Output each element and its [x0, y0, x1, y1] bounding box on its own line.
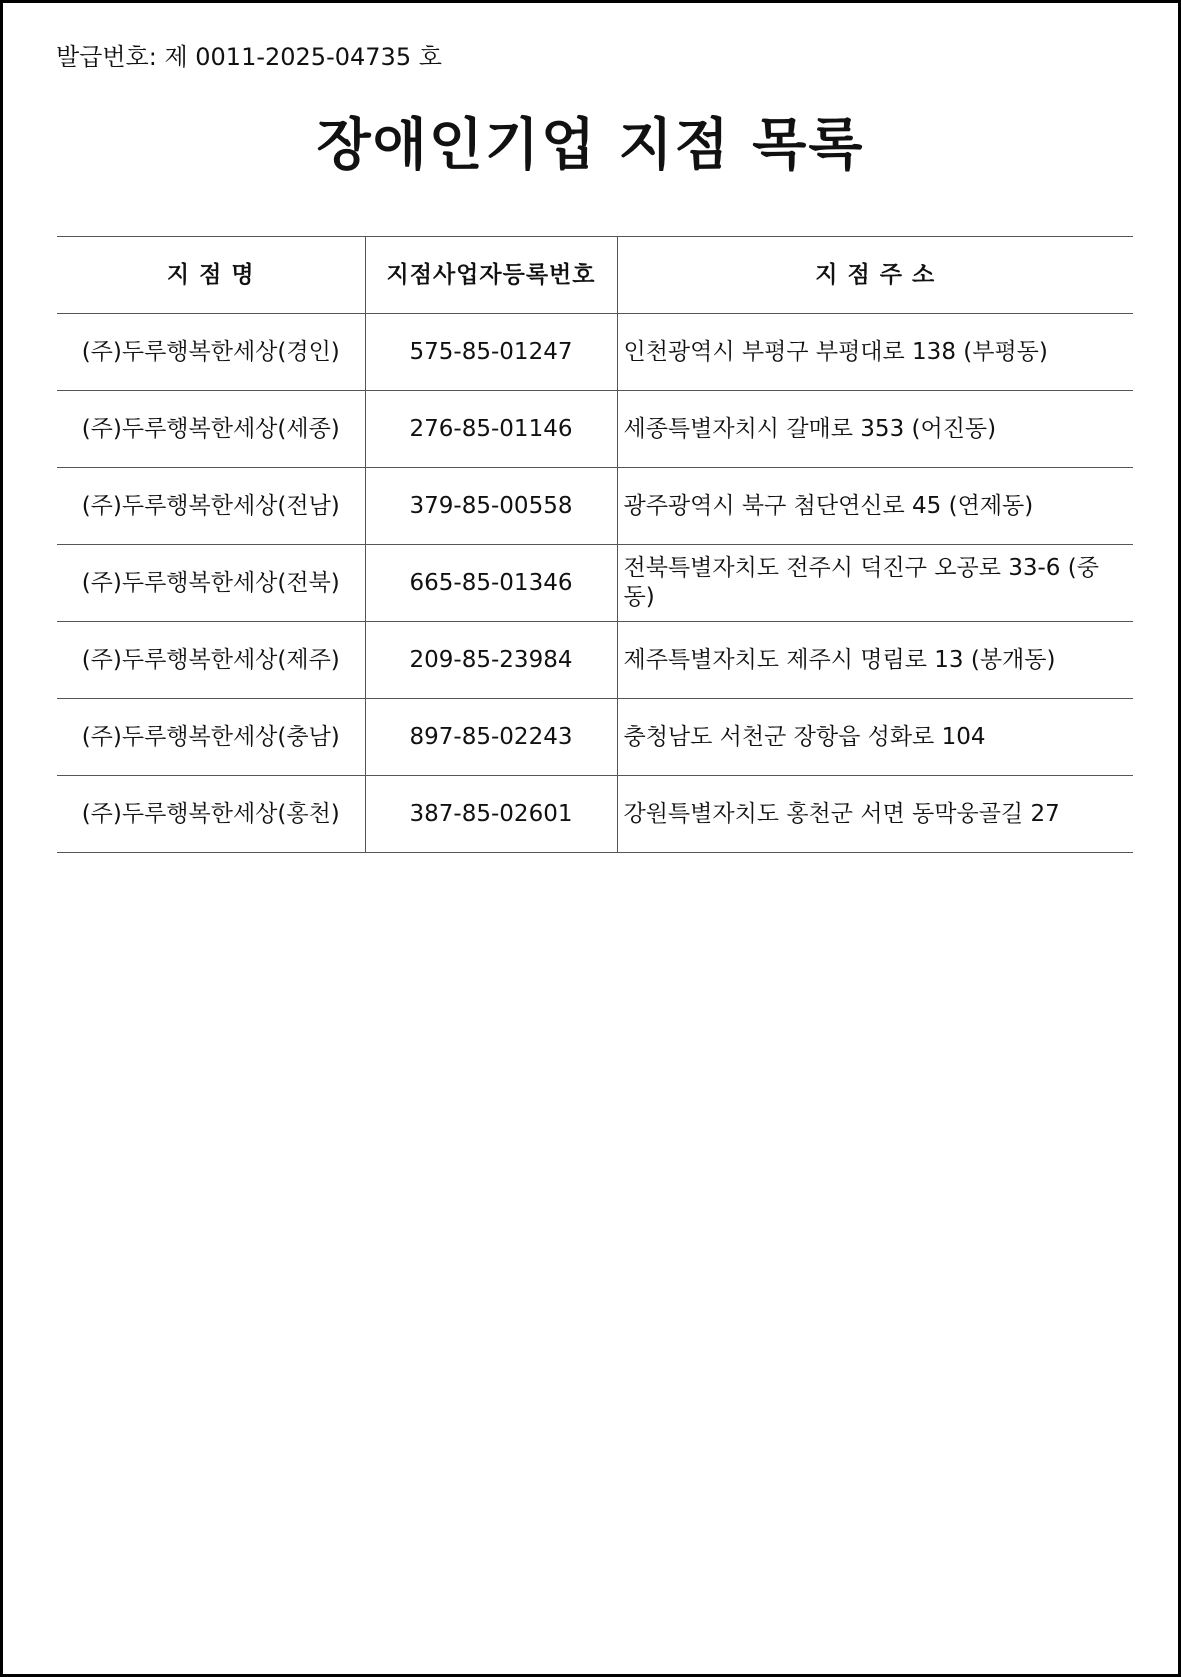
table-row — [57, 391, 1133, 468]
table-body — [57, 314, 1133, 853]
branch-name-cell: (주)두루행복한세상(충남) — [57, 699, 365, 776]
branch-address-cell: 제주특별자치도 제주시 명림로 13 (봉개동) — [617, 622, 1133, 699]
table-row — [57, 545, 1133, 622]
registration-number-cell: 209-85-23984 — [365, 622, 617, 699]
branch-address-cell: 세종특별자치시 갈매로 353 (어진동) — [617, 391, 1133, 468]
table-row — [57, 776, 1133, 853]
header-registration-number: 지점사업자등록번호 — [365, 237, 617, 314]
registration-number-cell: 897-85-02243 — [365, 699, 617, 776]
branch-list-table — [57, 236, 1133, 853]
branch-address-cell: 전북특별자치도 전주시 덕진구 오공로 33-6 (중동) — [617, 545, 1133, 622]
header-branch-address: 지 점 주 소 — [617, 237, 1133, 314]
registration-number-cell: 387-85-02601 — [365, 776, 617, 853]
table-row — [57, 699, 1133, 776]
branch-address-cell: 강원특별자치도 홍천군 서면 동막웅골길 27 — [617, 776, 1133, 853]
table-row — [57, 314, 1133, 391]
table-row — [57, 468, 1133, 545]
branch-name-cell: (주)두루행복한세상(전남) — [57, 468, 365, 545]
branch-address-cell: 인천광역시 부평구 부평대로 138 (부평동) — [617, 314, 1133, 391]
document-title: 장애인기업 지점 목록 — [316, 113, 865, 178]
header-branch-name: 지 점 명 — [57, 237, 365, 314]
table-header — [57, 237, 1133, 314]
branch-name-cell: (주)두루행복한세상(홍천) — [57, 776, 365, 853]
registration-number-cell: 575-85-01247 — [365, 314, 617, 391]
issue-number: 발급번호: 제 0011-2025-04735 호 — [56, 43, 442, 71]
branch-name-cell: (주)두루행복한세상(전북) — [57, 545, 365, 622]
registration-number-cell: 276-85-01146 — [365, 391, 617, 468]
branch-name-cell: (주)두루행복한세상(세종) — [57, 391, 365, 468]
registration-number-cell: 665-85-01346 — [365, 545, 617, 622]
header-row — [57, 237, 1133, 314]
branch-address-cell: 충청남도 서천군 장항읍 성화로 104 — [617, 699, 1133, 776]
table-row — [57, 622, 1133, 699]
registration-number-cell: 379-85-00558 — [365, 468, 617, 545]
branch-name-cell: (주)두루행복한세상(제주) — [57, 622, 365, 699]
branch-name-cell: (주)두루행복한세상(경인) — [57, 314, 365, 391]
branch-address-cell: 광주광역시 북구 첨단연신로 45 (연제동) — [617, 468, 1133, 545]
